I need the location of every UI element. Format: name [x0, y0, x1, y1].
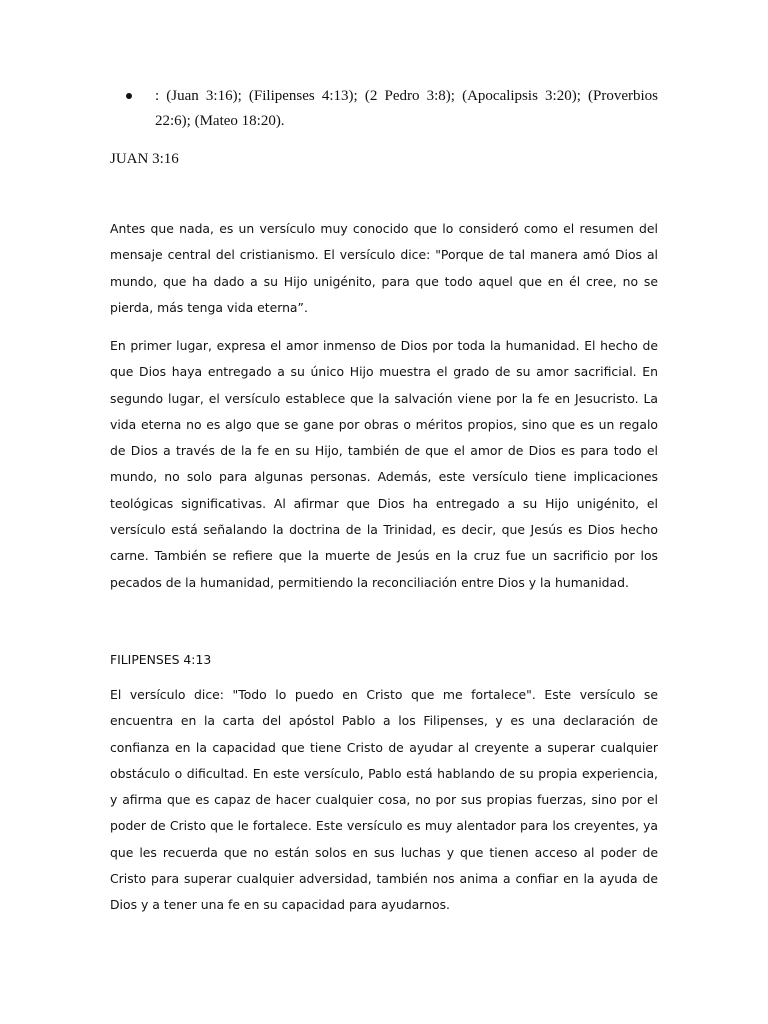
paragraph-filipenses: El versículo dice: "Todo lo puedo en Cristo que me fortalece". Este versículo se encuentra en la carta del apóstol Pablo a los Filipenses, y es una declaración de confianza en la capacidad que tiene Cristo de ayudar al creyente a superar cualquier obstáculo o dificultad. En este versículo, Pablo está hablando de su propia experiencia, y afirma que es capaz de hacer cualquier cosa, no por sus propias fuerzas, sino por el poder de Cristo que le fortalece. Este versículo es muy alentador para los creyentes, ya que les recuerda que no están solos en sus luchas y que tienen acceso al poder de Cristo para superar cualquier adversidad, también nos anima a confiar en la ayuda de Dios y a tener una fe en su capacidad para ayudarnos.	[110, 687, 658, 913]
section-heading-juan: JUAN 3:16	[110, 151, 179, 167]
references-text: : (Juan 3:16); (Filipenses 4:13); (2 Pedro 3:8); (Apocalipsis 3:20); (Proverbios 22:6); (Mateo 18:20).	[155, 88, 658, 129]
bullet-dot-icon	[126, 93, 132, 99]
references-bullet-item	[126, 84, 658, 134]
paragraph-juan-intro: Antes que nada, es un versículo muy conocido que lo consideró como el resumen del mensaje central del cristianismo. El versículo dice: "Porque de tal manera amó Dios al mundo, que ha dado a su Hijo unigénito, para que todo aquel que en él cree, no se pierda, más tenga vida eterna”.	[110, 221, 658, 315]
section-heading-filipenses: FILIPENSES 4:13	[110, 652, 212, 667]
paragraph-juan-analysis: En primer lugar, expresa el amor inmenso de Dios por toda la humanidad. El hecho de que Dios haya entregado a su único Hijo muestra el grado de su amor sacrificial. En segundo lugar, el versículo establece que la salvación viene por la fe en Jesucristo. La vida eterna no es algo que se gane por obras o méritos propios, sino que es un regalo de Dios a través de la fe en su Hijo, también de que el amor de Dios es para todo el mundo, no solo para algunas personas. Además, este versículo tiene implicaciones teológicas significativas. Al afirmar que Dios ha entregado a su Hijo unigénito, el versículo está señalando la doctrina de la Trinidad, es decir, que Jesús es Dios hecho carne. También se refiere que la muerte de Jesús en la cruz fue un sacrificio por los pecados de la humanidad, permitiendo la reconciliación entre Dios y la humanidad.	[110, 338, 658, 590]
